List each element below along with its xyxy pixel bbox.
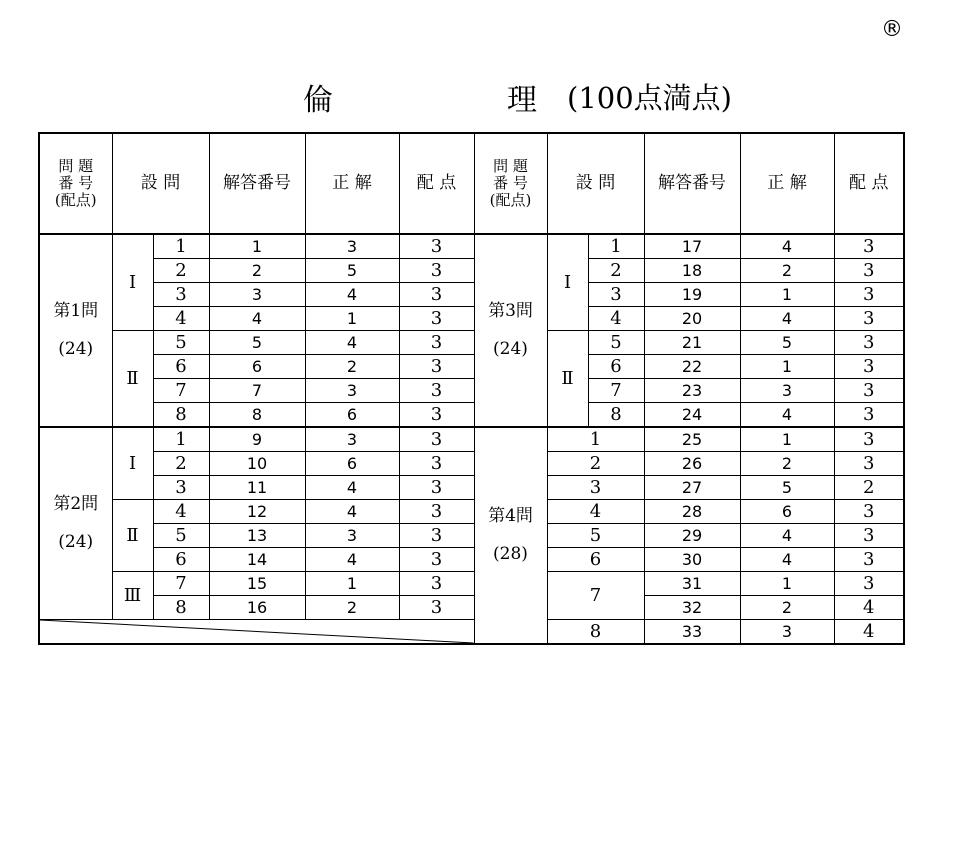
question-number: 3: [153, 476, 209, 500]
correct-answer: 2: [740, 452, 834, 476]
correct-answer: 1: [305, 572, 399, 596]
diagonal-blank-cell: [39, 620, 474, 645]
correct-answer: 6: [740, 500, 834, 524]
answer-number: 11: [209, 476, 305, 500]
section-ii: Ⅱ: [547, 331, 588, 428]
answer-number: 16: [209, 596, 305, 620]
problem-3-cell: 第3問 (24): [474, 234, 547, 427]
question-number: 3: [547, 476, 644, 500]
title-part3: (100点満点): [567, 81, 732, 115]
question-number: 5: [153, 524, 209, 548]
question-number: 6: [153, 355, 209, 379]
section-i: Ⅰ: [547, 234, 588, 331]
diagonal-line: [40, 620, 474, 643]
answer-number: 22: [644, 355, 740, 379]
correct-answer: 2: [740, 259, 834, 283]
question-number: 2: [588, 259, 644, 283]
correct-answer: 3: [305, 524, 399, 548]
table-row: [39, 596, 904, 620]
answer-number: 30: [644, 548, 740, 572]
answer-number: 7: [209, 379, 305, 403]
answer-number: 6: [209, 355, 305, 379]
points-value: 4: [834, 596, 904, 620]
title-part1: 倫: [303, 83, 333, 118]
question-number: 5: [588, 331, 644, 355]
question-number: 5: [153, 331, 209, 355]
correct-answer: 3: [740, 379, 834, 403]
answer-number: 29: [644, 524, 740, 548]
points-value: 3: [834, 234, 904, 259]
header-question: 設 問: [547, 133, 644, 234]
points-value: 3: [834, 452, 904, 476]
table-row: [39, 379, 904, 403]
points-value: 3: [399, 548, 474, 572]
correct-answer: 4: [740, 234, 834, 259]
answer-number: 15: [209, 572, 305, 596]
points-value: 3: [399, 572, 474, 596]
answer-number: 8: [209, 403, 305, 428]
question-number: 4: [153, 500, 209, 524]
question-number: 8: [153, 596, 209, 620]
points-value: 3: [834, 379, 904, 403]
correct-answer: 1: [740, 355, 834, 379]
points-value: 3: [399, 452, 474, 476]
table-row: [39, 548, 904, 572]
table-row: [39, 524, 904, 548]
answer-number: 5: [209, 331, 305, 355]
points-value: 3: [834, 500, 904, 524]
points-value: 3: [834, 548, 904, 572]
answer-number: 33: [644, 620, 740, 645]
points-value: 3: [834, 355, 904, 379]
header-points: 配 点: [834, 133, 904, 234]
question-number: 2: [153, 259, 209, 283]
correct-answer: 5: [740, 476, 834, 500]
table-row: [39, 259, 904, 283]
answer-number: 24: [644, 403, 740, 428]
table-row: [39, 500, 904, 524]
table-row: [39, 283, 904, 307]
points-value: 4: [834, 620, 904, 645]
header-answer-number: 解答番号: [644, 133, 740, 234]
question-number: 2: [547, 452, 644, 476]
question-number: 7: [153, 572, 209, 596]
answer-number: 13: [209, 524, 305, 548]
header-problem: 問 題 番 号 (配点): [474, 133, 547, 234]
points-value: 3: [399, 355, 474, 379]
header-correct: 正 解: [740, 133, 834, 234]
table-row: [39, 427, 904, 452]
points-value: 3: [399, 379, 474, 403]
correct-answer: 2: [740, 596, 834, 620]
answer-number: 14: [209, 548, 305, 572]
points-value: 3: [834, 572, 904, 596]
correct-answer: 4: [740, 524, 834, 548]
question-number: 3: [153, 283, 209, 307]
question-number: 8: [588, 403, 644, 428]
question-number: 2: [153, 452, 209, 476]
correct-answer: 2: [305, 355, 399, 379]
points-value: 3: [834, 259, 904, 283]
correct-answer: 4: [305, 476, 399, 500]
points-value: 3: [834, 524, 904, 548]
problem-4-cell: 第4問 (28): [474, 427, 547, 644]
question-number: 4: [588, 307, 644, 331]
correct-answer: 1: [740, 283, 834, 307]
correct-answer: 1: [740, 572, 834, 596]
table-row: [39, 476, 904, 500]
points-value: 3: [834, 283, 904, 307]
correct-answer: 6: [305, 452, 399, 476]
title-part2: 理: [507, 83, 537, 118]
points-value: 3: [399, 307, 474, 331]
correct-answer: 3: [305, 234, 399, 259]
answer-number: 32: [644, 596, 740, 620]
points-value: 3: [399, 331, 474, 355]
header-problem: 問 題 番 号 (配点): [39, 133, 112, 234]
question-number: 1: [153, 427, 209, 452]
question-number: 7: [547, 572, 644, 620]
table-row: [39, 572, 904, 596]
answer-number: 21: [644, 331, 740, 355]
answer-number: 26: [644, 452, 740, 476]
table-row: [39, 403, 904, 428]
question-number: 5: [547, 524, 644, 548]
table-row: [39, 452, 904, 476]
correct-answer: 4: [305, 548, 399, 572]
question-number: 7: [588, 379, 644, 403]
points-value: 2: [834, 476, 904, 500]
table-row: [39, 307, 904, 331]
answer-number: 10: [209, 452, 305, 476]
points-value: 3: [399, 283, 474, 307]
correct-answer: 2: [305, 596, 399, 620]
answer-number: 17: [644, 234, 740, 259]
table-row: [39, 620, 904, 645]
correct-answer: 4: [305, 283, 399, 307]
correct-answer: 1: [305, 307, 399, 331]
answer-number: 9: [209, 427, 305, 452]
question-number: 7: [153, 379, 209, 403]
table-row: [39, 331, 904, 355]
points-value: 3: [399, 500, 474, 524]
question-number: 8: [153, 403, 209, 428]
question-number: 1: [588, 234, 644, 259]
points-value: 3: [834, 307, 904, 331]
points-value: 3: [399, 524, 474, 548]
correct-answer: 4: [740, 403, 834, 428]
question-number: 1: [547, 427, 644, 452]
header-question: 設 問: [112, 133, 209, 234]
correct-answer: 4: [740, 548, 834, 572]
points-value: 3: [399, 259, 474, 283]
section-i: Ⅰ: [112, 234, 153, 331]
table-row: [39, 355, 904, 379]
table-row: [39, 234, 904, 259]
points-value: 3: [399, 234, 474, 259]
answer-number: 23: [644, 379, 740, 403]
section-iii: Ⅲ: [112, 572, 153, 620]
points-value: 3: [399, 427, 474, 452]
answer-number: 25: [644, 427, 740, 452]
section-i: Ⅰ: [112, 427, 153, 500]
question-number: 1: [153, 234, 209, 259]
header-answer-number: 解答番号: [209, 133, 305, 234]
answer-table: [38, 132, 905, 645]
correct-answer: 1: [740, 427, 834, 452]
section-ii: Ⅱ: [112, 500, 153, 572]
points-value: 3: [399, 476, 474, 500]
header-row: [39, 133, 904, 234]
answer-number: 2: [209, 259, 305, 283]
correct-answer: 3: [740, 620, 834, 645]
correct-answer: 4: [305, 331, 399, 355]
points-value: 3: [834, 427, 904, 452]
section-ii: Ⅱ: [112, 331, 153, 428]
answer-number: 28: [644, 500, 740, 524]
correct-answer: 3: [305, 379, 399, 403]
answer-number: 18: [644, 259, 740, 283]
correct-answer: 5: [740, 331, 834, 355]
header-correct: 正 解: [305, 133, 399, 234]
points-value: 3: [399, 596, 474, 620]
header-points: 配 点: [399, 133, 474, 234]
answer-number: 19: [644, 283, 740, 307]
question-number: 4: [547, 500, 644, 524]
correct-answer: 5: [305, 259, 399, 283]
correct-answer: 3: [305, 427, 399, 452]
correct-answer: 6: [305, 403, 399, 428]
answer-number: 20: [644, 307, 740, 331]
question-number: 6: [153, 548, 209, 572]
points-value: 3: [399, 403, 474, 428]
points-value: 3: [834, 331, 904, 355]
answer-number: 27: [644, 476, 740, 500]
answer-number: 3: [209, 283, 305, 307]
question-number: 8: [547, 620, 644, 645]
answer-number: 31: [644, 572, 740, 596]
points-value: 3: [834, 403, 904, 428]
problem-2-cell: 第2問 (24): [39, 427, 112, 620]
answer-number: 1: [209, 234, 305, 259]
question-number: 4: [153, 307, 209, 331]
answer-number: 12: [209, 500, 305, 524]
question-number: 6: [547, 548, 644, 572]
problem-1-cell: 第1問 (24): [39, 234, 112, 427]
correct-answer: 4: [740, 307, 834, 331]
registered-mark: ®: [881, 17, 903, 42]
answer-number: 4: [209, 307, 305, 331]
question-number: 3: [588, 283, 644, 307]
question-number: 6: [588, 355, 644, 379]
correct-answer: 4: [305, 500, 399, 524]
